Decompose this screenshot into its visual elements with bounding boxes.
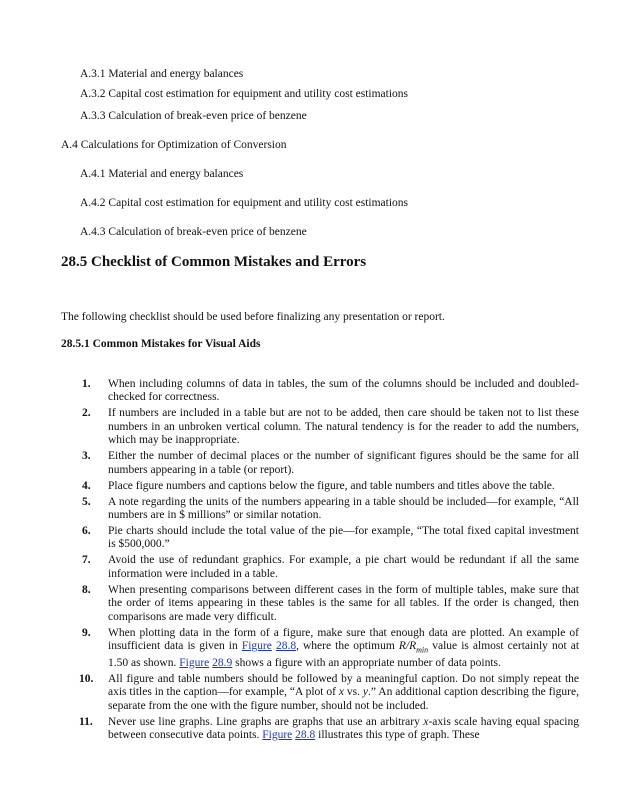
figure-number-link[interactable]: 28.9 [212,656,233,669]
list-item [61,584,579,624]
math-subscript: min [416,645,429,655]
figure-link[interactable]: Figure [241,640,272,653]
item-number: 4. [82,479,91,492]
text-run: value is almost certainly not at 1.50 as shown. [108,640,580,669]
math-y: y [362,686,369,699]
toc-entry[interactable]: A.3.3 Calculation of break-even price of benzene [80,110,307,122]
item-number: 5. [82,495,91,508]
text-run: All figure and table numbers should be followed by a meaningful caption. Do not simply repeat the axis titles in the caption—for example, “A plot of [108,672,579,699]
item-number: 7. [82,554,91,567]
list-item [61,716,579,743]
list-item [61,673,579,713]
toc-entry[interactable]: A.3.1 Material and energy balances [80,68,244,80]
text-run: illustrates this type of graph. These [315,728,480,741]
item-number: 10. [79,672,94,685]
item-number: 1. [82,378,91,390]
math-slash: / [405,640,410,653]
item-text [108,673,579,712]
item-text [108,716,579,741]
text-run: When plotting data in the form of a figure, make sure that enough data are plotted. An example of insufficient data is given in [108,626,579,653]
figure-link[interactable]: Figure [179,656,210,669]
list-item [61,480,579,493]
subsection-heading: 28.5.1 Common Mistakes for Visual Aids [61,338,261,350]
text-run: -axis scale having equal spacing between consecutive data points. [108,715,579,741]
item-text: When presenting comparisons between different cases in the form of multiple tables, make sure that the order of items appearing in these tables is the same for all tables. If the order is changed, then comparisons are made very difficult. [108,583,579,623]
list-item [61,554,579,581]
figure-number-link[interactable]: 28.8 [295,728,316,741]
item-text: When including columns of data in tables, the sum of the columns should be included and doubled-checked for correctness. [108,378,579,404]
toc-entry[interactable]: A.3.2 Capital cost estimation for equipment and utility cost estimations [80,88,409,100]
figure-number-link[interactable]: 28.8 [275,640,297,653]
text-run: Never use line graphs. Line graphs are graphs that use an arbitrary [108,715,424,728]
section-intro: The following checklist should be used before finalizing any presentation or report. [61,311,445,323]
list-item [61,525,579,552]
toc-entry[interactable]: A.4.3 Calculation of break-even price of benzene [80,226,307,238]
list-item [61,407,579,447]
math-x: x [423,715,429,728]
item-text [108,627,579,669]
list-item [61,627,579,671]
list-item [61,450,579,477]
toc-entry[interactable]: A.4 Calculations for Optimization of Conversion [61,139,287,151]
item-text: Either the number of decimal places or the number of significant figures should be the same for all numbers appearing in a table (or report). [108,450,579,476]
list-item [61,496,579,523]
item-text: Pie charts should include the total value of the pie—for example, “The total fixed capital investment is $500,000.” [108,525,579,551]
item-text: If numbers are included in a table but are not to be added, then care should be taken not to list these numbers in an unbroken vertical column. The natural tendency is for the reader to add the numbers, which may be inappropriate. [108,407,579,447]
math-rmin: R [409,640,417,653]
item-number: 2. [82,407,91,420]
checklist [61,378,579,745]
text-run: , where the optimum [296,640,399,653]
toc-entry[interactable]: A.4.1 Material and energy balances [80,168,244,180]
toc-entry[interactable]: A.4.2 Capital cost estimation for equipment and utility cost estimations [80,197,409,209]
text-run: .” An additional caption describing the figure, separate from the one with the figure number, should not be included. [108,686,579,712]
item-text: A note regarding the units of the numbers appearing in a table should be included—for example, “All numbers are in $ millions” or similar notation. [108,495,579,522]
item-number: 11. [79,715,93,728]
section-heading: 28.5 Checklist of Common Mistakes and Errors [61,254,367,270]
text-run: vs. [343,686,363,699]
list-item [61,378,579,405]
item-number: 3. [82,450,91,463]
item-number: 8. [82,583,91,596]
item-text: Place figure numbers and captions below the figure, and table numbers and titles above the table. [108,479,555,492]
item-number: 6. [82,525,91,538]
item-text: Avoid the use of redundant graphics. For example, a pie chart would be redundant if all the same information were included in a table. [108,554,579,580]
item-number: 9. [82,626,91,639]
math-r: R [398,640,406,653]
text-run: shows a figure with an appropriate number of data points. [232,656,501,669]
math-x: x [338,686,344,699]
figure-link[interactable]: Figure [262,728,293,741]
